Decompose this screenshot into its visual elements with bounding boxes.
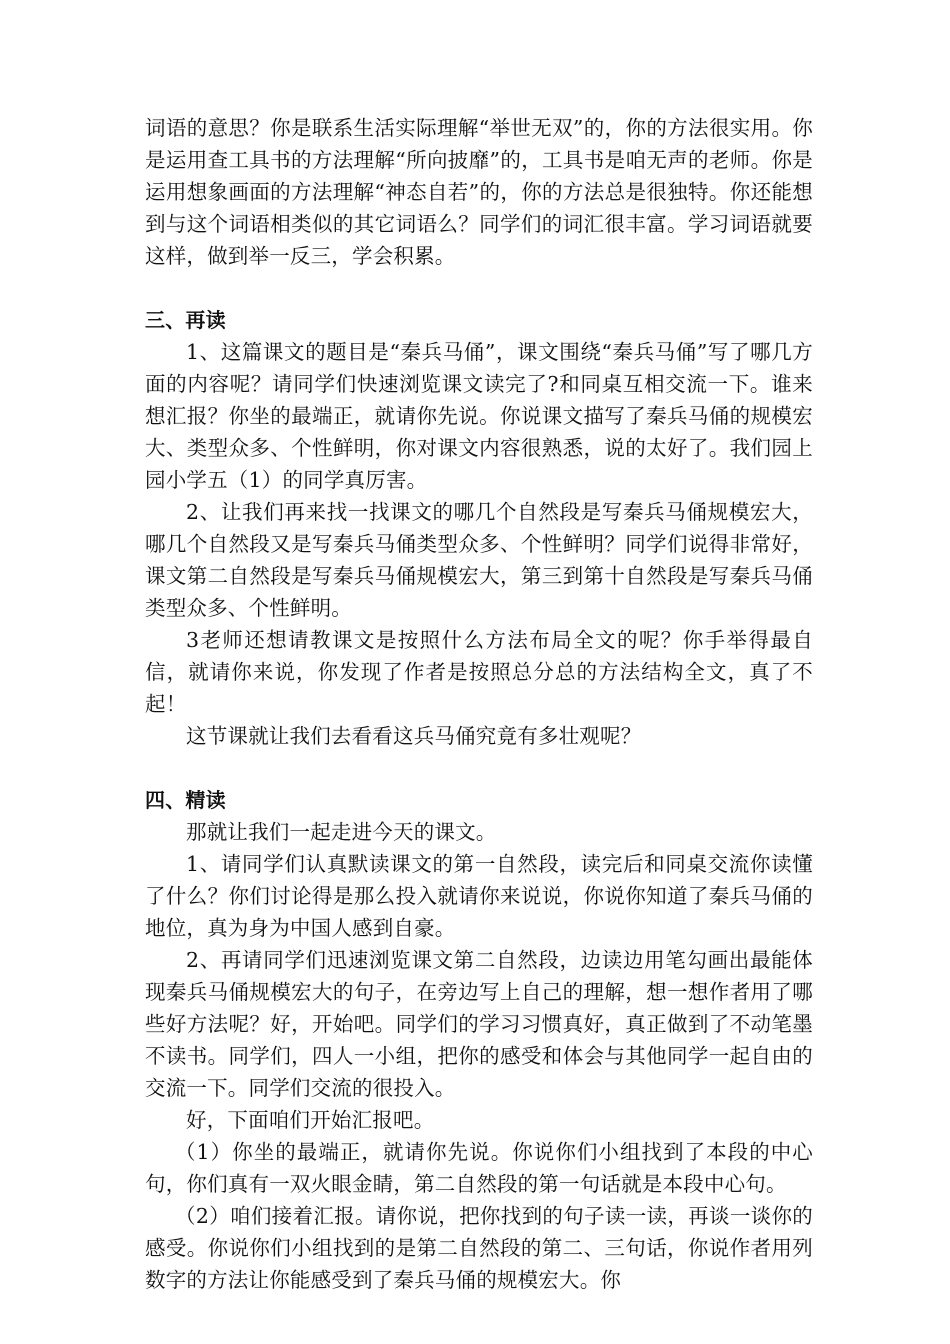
paragraph-close-reading-5: （2）咱们接着汇报。请你说，把你找到的句子读一读，再谈一谈你的感受。你说你们小组找到的是第二自然段的第二、三句话，你说作者用列数字的方法让你能感受到了秦兵马俑的规模宏大。你: [145, 1204, 813, 1292]
spacer: [145, 752, 813, 784]
paragraph-reread-4: 这节课就让我们去看看这兵马俑究竟有多壮观呢？: [186, 724, 642, 748]
paragraph-reread-1: 1、这篇课文的题目是“秦兵马俑”，课文围绕“秦兵马俑”写了哪几方面的内容呢？请同学们快速浏览课文读完了?和同桌互相交流一下。谁来想汇报？你坐的最端正，就请你先说。你说课文描写了秦兵马俑的规模宏大、类型众多、个性鲜明，你对课文内容很熟悉，说的太好了。我们园上园小学五（1）的同学真厉害。: [145, 340, 813, 492]
spacer: [145, 272, 813, 304]
paragraph-reread-2: 2、让我们再来找一找课文的哪几个自然段是写秦兵马俑规模宏大，哪几个自然段又是写秦兵马俑类型众多、个性鲜明？同学们说得非常好，课文第二自然段是写秦兵马俑规模宏大，第三到第十自然段是写秦兵马俑类型众多、个性鲜明。: [145, 500, 813, 620]
document-page: [145, 112, 813, 1296]
paragraph-close-reading-4: （1）你坐的最端正，就请你先说。你说你们小组找到了本段的中心句，你们真有一双火眼金睛，第二自然段的第一句话就是本段中心句。: [145, 1140, 813, 1196]
paragraph-close-reading-3: 好，下面咱们开始汇报吧。: [186, 1108, 435, 1132]
paragraph-reread-3: 3老师还想请教课文是按照什么方法布局全文的呢？你手举得最自信，就请你来说，你发现了作者是按照总分总的方法结构全文，真了不起！: [145, 628, 813, 716]
paragraph-close-reading-0: 那就让我们一起走进今天的课文。: [186, 820, 497, 844]
paragraph-intro: 词语的意思？你是联系生活实际理解“举世无双”的，你的方法很实用。你是运用查工具书的方法理解“所向披靡”的，工具书是咱无声的老师。你是运用想象画面的方法理解“神态自若”的，你的方法总是很独特。你还能想到与这个词语相类似的其它词语么？同学们的词汇很丰富。学习词语就要这样，做到举一反三，学会积累。: [145, 116, 813, 268]
section-heading-reread: 三、再读: [145, 308, 226, 332]
section-heading-close-reading: 四、精读: [145, 788, 226, 812]
paragraph-close-reading-2: 2、再请同学们迅速浏览课文第二自然段，边读边用笔勾画出最能体现秦兵马俑规模宏大的句子，在旁边写上自己的理解，想一想作者用了哪些好方法呢？好，开始吧。同学们的学习习惯真好，真正做到了不动笔墨不读书。同学们，四人一小组，把你的感受和体会与其他同学一起自由的交流一下。同学们交流的很投入。: [145, 948, 813, 1100]
paragraph-close-reading-1: 1、请同学们认真默读课文的第一自然段，读完后和同桌交流你读懂了什么？你们讨论得是那么投入就请你来说说，你说你知道了秦兵马俑的地位，真为身为中国人感到自豪。: [145, 852, 813, 940]
